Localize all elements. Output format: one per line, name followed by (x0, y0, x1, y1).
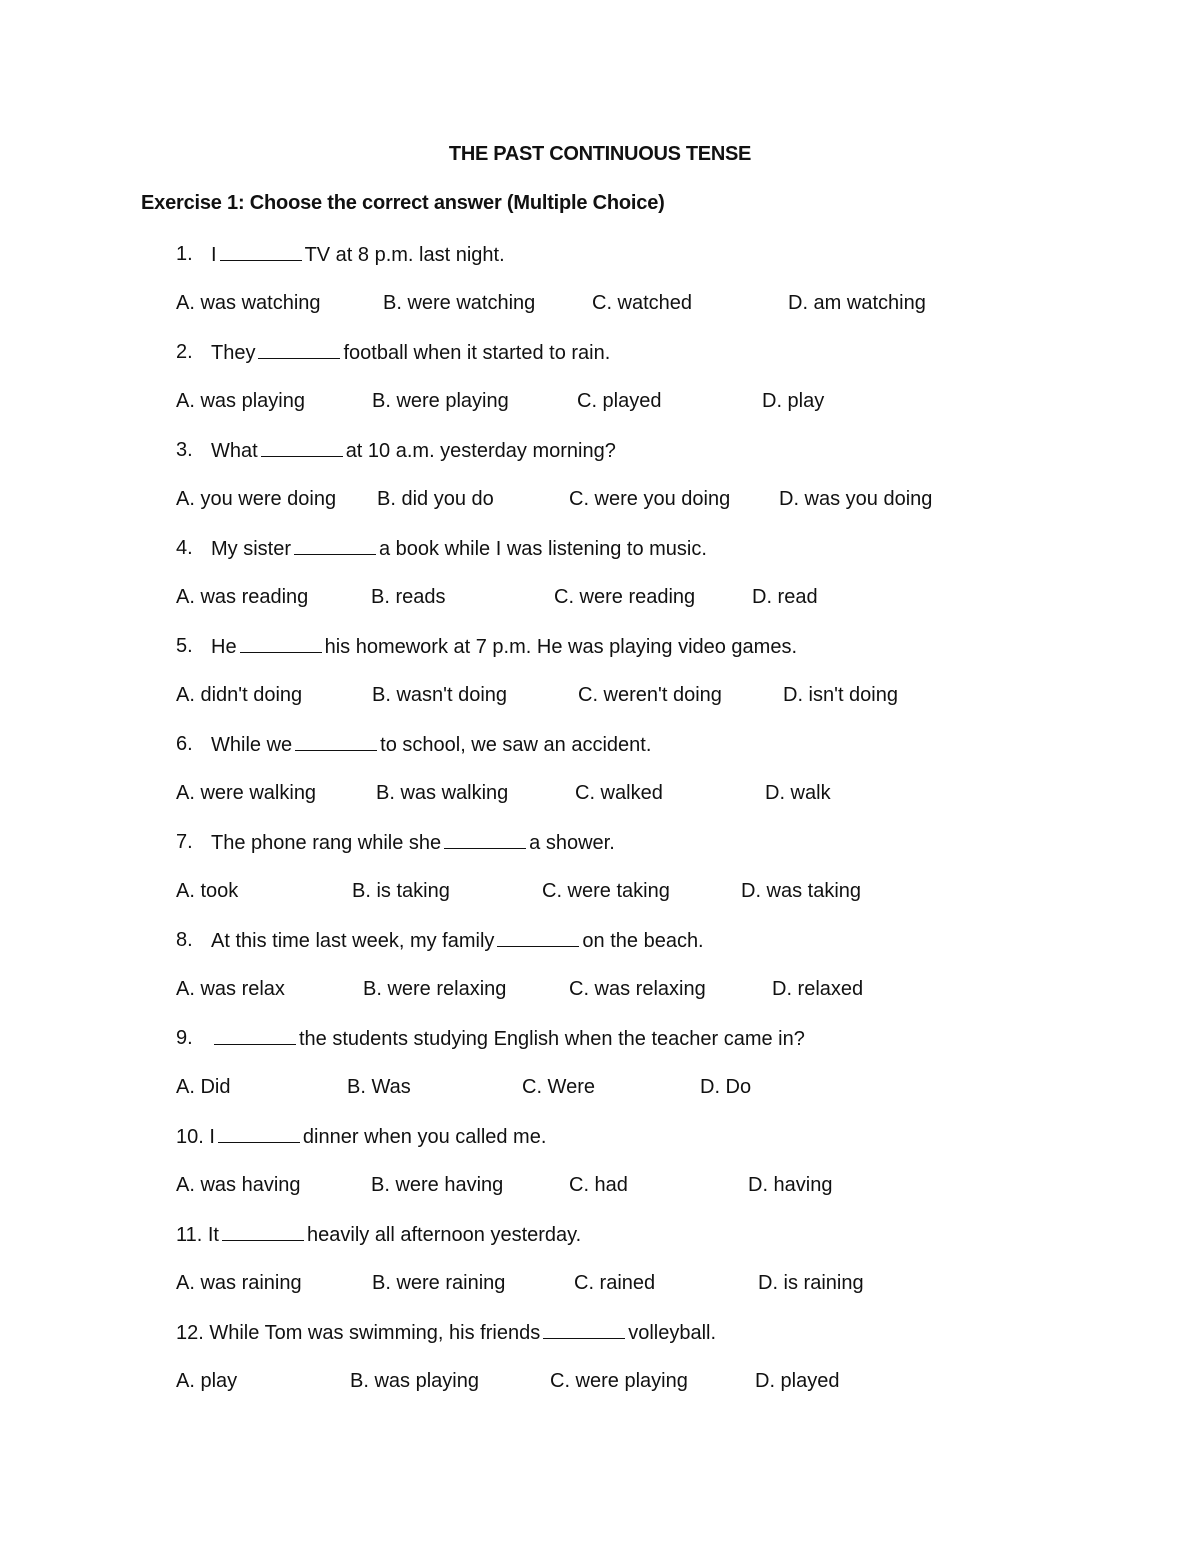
answer-option-c[interactable]: C. Were (522, 1076, 595, 1098)
answer-option-d[interactable]: D. was you doing (779, 488, 933, 510)
question-number: 12. (176, 1322, 210, 1344)
question-text (211, 830, 615, 855)
question-text (176, 1222, 581, 1247)
answer-option-a[interactable]: A. was reading (176, 586, 309, 608)
question-number: 5. (176, 635, 193, 657)
answer-option-d[interactable]: D. relaxed (772, 978, 864, 1000)
answer-option-b[interactable]: B. were watching (383, 292, 536, 314)
question-text (211, 242, 505, 267)
question-text-after: TV at 8 p.m. last night. (304, 244, 505, 266)
answer-option-c[interactable]: C. were playing (550, 1370, 688, 1392)
answer-option-b[interactable]: B. Was (347, 1076, 411, 1098)
question-number: 2. (176, 341, 193, 363)
question-text-after: at 10 a.m. yesterday morning? (345, 440, 616, 462)
answer-option-d[interactable]: D. was taking (741, 880, 862, 902)
answer-option-b[interactable]: B. was walking (376, 782, 509, 804)
question-number: 3. (176, 439, 193, 461)
question-text (211, 438, 616, 463)
question-text (211, 1026, 805, 1051)
answer-option-a[interactable]: A. was watching (176, 292, 321, 314)
answer-option-c[interactable]: C. watched (592, 292, 693, 314)
question-text-after: dinner when you called me. (302, 1126, 547, 1148)
answer-option-a[interactable]: A. took (176, 880, 239, 902)
answer-option-c[interactable]: C. walked (575, 782, 663, 804)
answer-option-d[interactable]: D. am watching (788, 292, 926, 314)
answer-blank[interactable] (543, 1320, 625, 1339)
question-text-before: He (211, 636, 237, 658)
answer-option-c[interactable]: C. rained (574, 1272, 656, 1294)
answer-option-d[interactable]: D. Do (700, 1076, 752, 1098)
answer-option-d[interactable]: D. played (755, 1370, 840, 1392)
answer-option-d[interactable]: D. walk (765, 782, 831, 804)
answer-option-d[interactable]: D. isn't doing (783, 684, 898, 706)
answer-option-a[interactable]: A. you were doing (176, 488, 337, 510)
question-text (211, 928, 704, 953)
question-text-after: on the beach. (582, 930, 704, 952)
question-text-before: The phone rang while she (211, 832, 442, 854)
answer-option-b[interactable]: B. were having (371, 1174, 504, 1196)
answer-option-a[interactable]: A. was having (176, 1174, 301, 1196)
question-text (211, 340, 610, 365)
question-text (211, 536, 707, 561)
answer-blank[interactable] (240, 634, 322, 653)
question-text-after: the students studying English when the teacher came in? (299, 1028, 805, 1050)
question-text-after: a shower. (529, 832, 615, 854)
answer-option-b[interactable]: B. was playing (350, 1370, 479, 1392)
answer-option-b[interactable]: B. is taking (352, 880, 450, 902)
question-text-before: At this time last week, my family (211, 930, 495, 952)
question-number: 6. (176, 733, 193, 755)
question-text (211, 732, 651, 757)
answer-option-c[interactable]: C. were reading (554, 586, 696, 608)
answer-blank[interactable] (294, 536, 376, 555)
question-text (176, 1124, 546, 1149)
answer-blank[interactable] (261, 438, 343, 457)
question-text-before: While Tom was swimming, his friends (209, 1322, 541, 1344)
answer-option-b[interactable]: B. wasn't doing (372, 684, 508, 706)
answer-option-a[interactable]: A. didn't doing (176, 684, 303, 706)
answer-blank[interactable] (258, 340, 340, 359)
answer-option-b[interactable]: B. were relaxing (363, 978, 507, 1000)
question-text-after: his homework at 7 p.m. He was playing video games. (324, 636, 798, 658)
answer-option-c[interactable]: C. were taking (542, 880, 670, 902)
question-number: 10. (176, 1126, 210, 1148)
answer-option-a[interactable]: A. was relax (176, 978, 285, 1000)
answer-option-c[interactable]: C. were you doing (569, 488, 731, 510)
exercise-heading: Exercise 1: Choose the correct answer (Multiple Choice) (141, 192, 665, 214)
answer-option-b[interactable]: B. were raining (372, 1272, 506, 1294)
question-text-after: a book while I was listening to music. (379, 538, 707, 560)
answer-option-a[interactable]: A. play (176, 1370, 238, 1392)
answer-option-d[interactable]: D. is raining (758, 1272, 864, 1294)
answer-option-a[interactable]: A. was raining (176, 1272, 302, 1294)
page-title: THE PAST CONTINUOUS TENSE (448, 143, 752, 165)
answer-option-a[interactable]: A. Did (176, 1076, 231, 1098)
question-text (211, 634, 797, 659)
question-number: 11. (176, 1224, 208, 1246)
answer-blank[interactable] (497, 928, 579, 947)
answer-blank[interactable] (444, 830, 526, 849)
question-text-before: My sister (211, 538, 291, 560)
answer-option-b[interactable]: B. were playing (372, 390, 509, 412)
question-text-before: They (211, 342, 256, 364)
question-text-before: While we (211, 734, 293, 756)
question-text-before: I (211, 244, 217, 266)
answer-blank[interactable] (220, 242, 302, 261)
question-number: 7. (176, 831, 193, 853)
answer-option-c[interactable]: C. weren't doing (578, 684, 722, 706)
answer-option-a[interactable]: A. were walking (176, 782, 317, 804)
answer-option-b[interactable]: B. did you do (377, 488, 494, 510)
answer-option-c[interactable]: C. played (577, 390, 662, 412)
question-text-after: to school, we saw an accident. (380, 734, 652, 756)
answer-option-a[interactable]: A. was playing (176, 390, 305, 412)
question-text-before: I (209, 1126, 215, 1148)
question-text-before: It (207, 1224, 219, 1246)
question-text-before: What (211, 440, 258, 462)
question-text-after: football when it started to rain. (343, 342, 611, 364)
question-text (176, 1320, 716, 1345)
answer-blank[interactable] (214, 1026, 296, 1045)
answer-option-d[interactable]: D. play (762, 390, 825, 412)
answer-option-b[interactable]: B. reads (371, 586, 446, 608)
answer-option-c[interactable]: C. had (569, 1174, 628, 1196)
question-text-after: heavily all afternoon yesterday. (307, 1224, 582, 1246)
answer-blank[interactable] (222, 1222, 304, 1241)
answer-blank[interactable] (295, 732, 377, 751)
answer-option-d[interactable]: D. having (748, 1174, 833, 1196)
question-number: 4. (176, 537, 193, 559)
question-number: 9. (176, 1027, 193, 1049)
answer-option-c[interactable]: C. was relaxing (569, 978, 706, 1000)
question-text-after: volleyball. (628, 1322, 717, 1344)
question-number: 1. (176, 243, 193, 265)
answer-blank[interactable] (218, 1124, 300, 1143)
answer-option-d[interactable]: D. read (752, 586, 818, 608)
question-number: 8. (176, 929, 193, 951)
